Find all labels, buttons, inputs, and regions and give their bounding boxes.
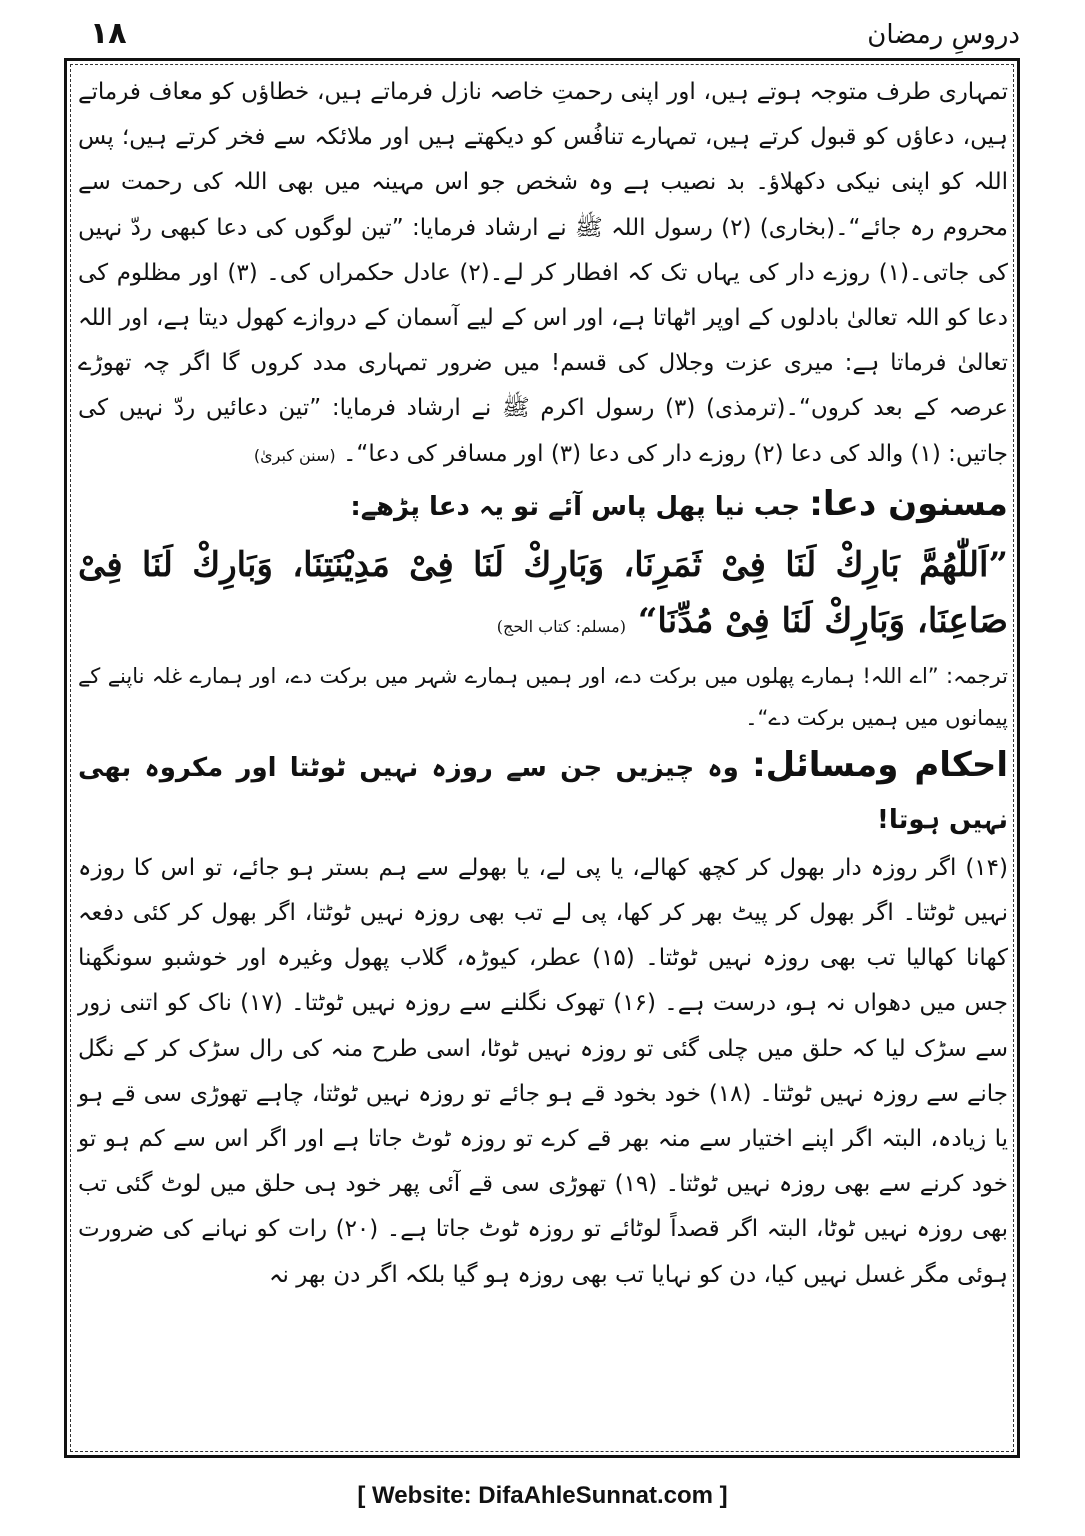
book-title: دروسِ رمضان [867,20,1020,50]
masnoon-dua-label: مسنون دعا: [809,483,1008,524]
masnoon-dua-subtitle: جب نیا پھل پاس آئے تو یہ دعا پڑھے: [350,491,801,522]
dua-translation: ترجمہ: ”اے اللہ! ہمارے پھلوں میں برکت دے، اور ہمیں ہمارے شہر میں برکت دے، اور ہمارے غلہ ناپنے کے پیمانوں میں ہمیں برکت دے“۔ [78,663,1008,730]
arabic-dua [78,537,1008,655]
page-header [60,14,1020,54]
ahkam-text: (۱۴) اگر روزہ دار بھول کر کچھ کھالے، یا پی لے، یا بھولے سے ہم بستر ہو جائے، تو اس کا روزہ نہیں ٹوٹتا۔ اگر بھول کر پیٹ بھر کر کھا، پی لے تب بھی روزہ نہیں ٹوٹتا، اگر بھول کر کئی دفعہ کھانا کھالیا تب بھی روزہ نہیں ٹوٹتا۔ (۱۵) عطر، کیوڑہ، گلاب پھول وغیرہ اور خوشبو سونگھنا جس میں دھواں نہ ہو، درست ہے۔ (۱۶) تھوک نگلنے سے روزہ نہیں ٹوٹتا۔ (۱۷) ناک کو اتنی زور سے سڑک لیا کہ حلق میں چلی گئی تو روزہ نہیں ٹوٹا، اسی طرح منہ کی رال سڑک کر کے نگل جانے سے روزہ نہیں ٹوٹتا۔ (۱۸) خود بخود قے ہو جائے تو روزہ نہیں ٹوٹتا، چاہے تھوڑی سی قے ہو یا زیادہ، البتہ اگر اپنے اختیار سے منہ بھر قے کرے تو روزہ ٹوٹ جاتا ہے اور اگر اس سے کم ہو تو خود کرنے سے بھی روزہ نہیں ٹوٹتا۔ (۱۹) تھوڑی سی قے آئی پھر خود ہی حلق میں لوٹ گئی تب بھی روزہ نہیں ٹوٹا، البتہ اگر قصداً لوٹائے تو روزہ ٹوٹ جاتا ہے۔ (۲۰) رات کو نہانے کی ضرورت ہوئی مگر غسل نہیں کیا، دن کو نہایا تب بھی روزہ ہو گیا بلکہ اگر دن بھر نہ [78,854,1008,1288]
arabic-dua-text: ”اَللّٰھُمَّ بَارِكْ لَنَا فِیْ ثَمَرِنَا، وَبَارِكْ لَنَا فِیْ مَدِیْنَتِنَا، وَبَارِكْ لَنَا فِیْ صَاعِنَا، وَبَارِكْ لَنَا فِیْ مُدِّنَا“ [78,544,1008,641]
website-footer: [ Website: DifaAhleSunnat.com ] [357,1482,728,1509]
hadith-reference: (سنن کبریٰ) [253,445,336,465]
hadith-paragraph [78,70,1008,478]
ahkam-subtitle: وہ چیزیں جن سے روزہ نہیں ٹوٹتا اور مکروہ بھی نہیں ہوتا! [78,752,1008,835]
hadith-text: تمہاری طرف متوجہ ہوتے ہیں، اور اپنی رحمتِ خاصہ نازل فرماتے ہیں، خطاؤں کو معاف فرماتے ہیں، دعاؤں کو قبول کرتے ہیں، تمہارے تنافُس کو دیکھتے ہیں اور ملائکہ سے فخر کرتے ہیں؛ پس اللہ کو اپنی نیکی دکھلاؤ۔ بد نصیب ہے وہ شخص جو اس مہینہ میں بھی اللہ کی رحمت سے محروم رہ جائے“۔(بخاری) (۲) رسول اللہ ﷺ نے ارشاد فرمایا: ”تین لوگوں کی دعا کبھی ردّ نہیں کی جاتی۔(۱) روزے دار کی یہاں تک کہ افطار کر لے۔(۲) عادل حکمراں کی۔ (۳) اور مظلوم کی دعا کو اللہ تعالیٰ بادلوں کے اوپر اٹھاتا ہے، اور اس کے لیے آسمان کے دروازے کھول دیتا ہے، اور اللہ تعالیٰ فرماتا ہے: میری عزت وجلال کی قسم! میں ضرور تمہاری مدد کروں گا اگر چہ تھوڑے عرصہ کے بعد کروں“۔(ترمذی) (۳) رسول اکرم ﷺ نے ارشاد فرمایا: ”تین دعائیں ردّ نہیں کی جاتیں: (۱) والد کی دعا (۲) روزے دار کی دعا (۳) اور مسافر کی دعا“۔ [78,79,1009,467]
dua-reference: (مسلم: کتاب الحج) [496,616,626,636]
page-content [78,70,1008,1298]
ahkam-heading [78,739,1008,846]
masnoon-dua-heading [78,478,1008,533]
page-number: ۱۸ [90,16,127,51]
ahkam-label: احکام ومسائل: [752,744,1008,785]
